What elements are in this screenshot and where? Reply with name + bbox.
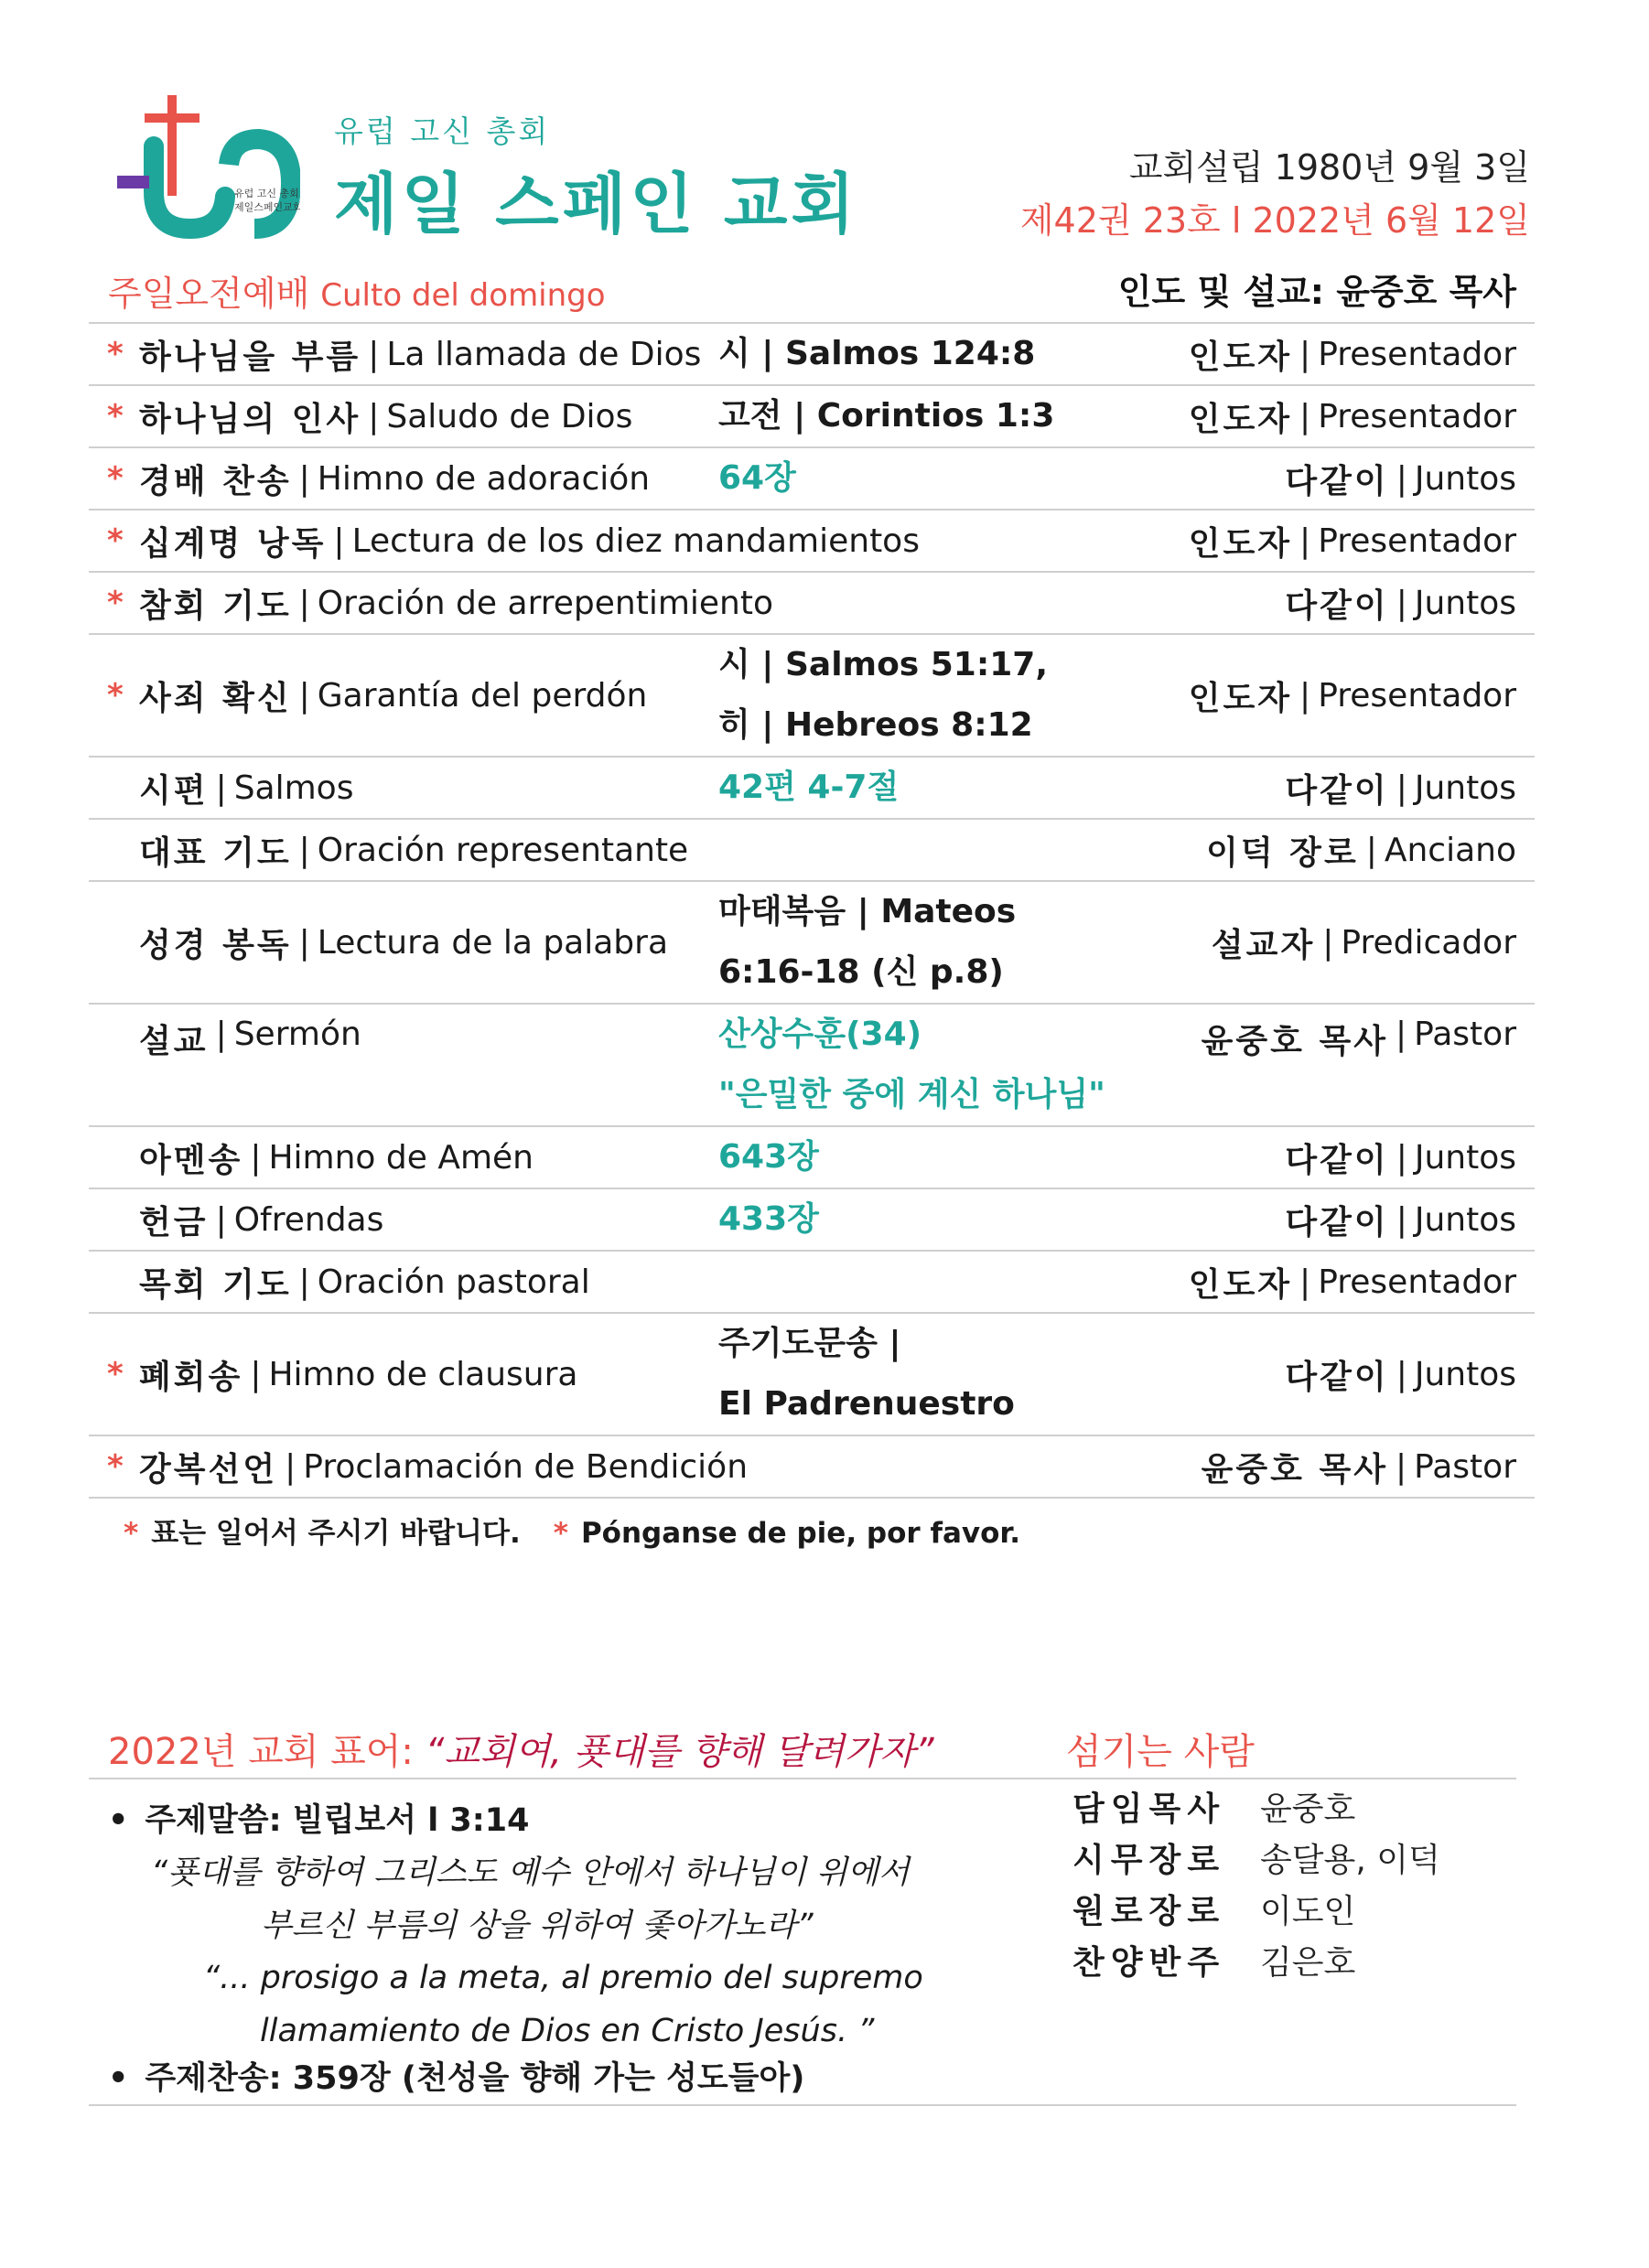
separator: | — [298, 1263, 310, 1301]
standing-note — [124, 1510, 1020, 1551]
order-item-leader — [1285, 1127, 1516, 1188]
order-item-leader — [1285, 448, 1516, 509]
motto-label: 2022년 교회 표어: — [108, 1731, 426, 1773]
order-item-leader — [1285, 758, 1516, 818]
servants-list — [1072, 1784, 1440, 1989]
logo-text-1: 유럽 고신 총회 — [234, 188, 299, 199]
order-item-leader — [1202, 1436, 1516, 1497]
order-item-reference — [718, 324, 1231, 384]
leader-ko: 다같이 — [1285, 1358, 1389, 1396]
org-name: 제일 스페인 교회 — [334, 166, 858, 242]
servant-row — [1072, 1835, 1440, 1886]
item-name-es: Himno de adoración — [317, 459, 651, 498]
servant-role: 담임목사 — [1072, 1790, 1226, 1828]
order-item-reference — [718, 1005, 1231, 1125]
leader-es: Presentador — [1318, 521, 1516, 560]
order-item-reference — [718, 1314, 1231, 1435]
separator: | — [1396, 769, 1407, 807]
servant-role: 시무장로 — [1072, 1842, 1226, 1879]
stand-marker: * — [107, 460, 124, 497]
leader-es: Juntos — [1414, 1200, 1516, 1239]
separator: | — [1396, 1138, 1407, 1177]
separator: | — [1299, 676, 1311, 715]
order-item-reference — [718, 635, 1231, 756]
leader-ko: 윤중호 목사 — [1201, 1023, 1388, 1060]
stand-marker: * — [107, 1356, 124, 1392]
order-row — [89, 1188, 1535, 1250]
theme-verse-es — [203, 1951, 923, 2058]
order-row — [89, 1125, 1535, 1188]
bullet: • — [108, 2060, 129, 2097]
servant-row — [1072, 1784, 1440, 1835]
theme-verse-ko — [151, 1846, 910, 1952]
org-subtitle: 유럽 고신 총회 — [334, 113, 551, 149]
leader-es: Pastor — [1414, 1447, 1516, 1486]
leader-ko: 윤중호 목사 — [1201, 1450, 1388, 1489]
order-item-name — [139, 1005, 780, 1062]
stand-marker — [107, 1127, 135, 1188]
item-name-es: Himno de clausura — [268, 1355, 578, 1393]
item-name-es: La llamada de Dios — [386, 335, 702, 373]
order-item-reference — [718, 573, 1231, 633]
order-row — [89, 818, 1535, 880]
item-name-ko: 목회 기도 — [139, 1265, 292, 1304]
reference-line: 고전 | Corintios 1:3 — [718, 397, 1055, 435]
servants-title: 섬기는 사람 — [1066, 1731, 1255, 1773]
separator: | — [333, 521, 345, 560]
servant-role: 원로장로 — [1072, 1893, 1226, 1930]
reference-line: 6:16-18 (신 p.8) — [718, 953, 1004, 991]
separator: | — [215, 769, 227, 807]
stand-marker — [107, 1252, 135, 1312]
item-name-ko: 하나님을 부름 — [139, 338, 361, 376]
item-name-ko: 십계명 낭독 — [139, 524, 327, 563]
leader-ko: 다같이 — [1285, 1141, 1389, 1179]
leader-ko: 인도자 — [1188, 338, 1293, 376]
order-row — [89, 1250, 1535, 1312]
leader-ko: 다같이 — [1285, 771, 1389, 810]
leader-es: Pastor — [1414, 1016, 1516, 1053]
separator: | — [215, 1016, 227, 1053]
verse-ko-line: “푯대를 향하여 그리스도 예수 안에서 하나님이 위에서 — [151, 1854, 910, 1891]
stand-marker: * — [107, 336, 124, 372]
note-es: Pónganse de pie, por favor. — [580, 1517, 1021, 1550]
order-item-reference — [718, 1189, 1231, 1250]
leader-ko: 인도자 — [1188, 524, 1293, 563]
theme-verse-label — [108, 1795, 529, 1841]
item-name-ko: 아멘송 — [139, 1141, 243, 1179]
separator: | — [215, 1200, 227, 1239]
verse-ko-line: 부르신 부름의 상을 위하여 좇아가노라” — [261, 1908, 814, 1944]
leader-es: Presentador — [1318, 335, 1516, 373]
order-item-name — [139, 511, 920, 571]
item-name-es: Salmos — [233, 769, 354, 807]
order-item-leader — [1285, 573, 1516, 633]
leader-es: Juntos — [1414, 1138, 1516, 1177]
order-item-name — [139, 882, 780, 1003]
theme-hymn — [108, 2053, 804, 2099]
leader-es: Juntos — [1414, 584, 1516, 622]
item-name-ko: 시편 — [139, 771, 209, 810]
separator: | — [1299, 521, 1311, 560]
service-title-es: Culto del domingo — [320, 277, 606, 314]
bullet: • — [108, 1802, 129, 1839]
item-name-ko: 대표 기도 — [139, 833, 292, 872]
order-item-name — [139, 386, 780, 446]
leader-es: Juntos — [1414, 459, 1516, 498]
separator: | — [1396, 584, 1407, 622]
order-item-leader — [1189, 511, 1516, 571]
issue-info: 제42권 23호 l 2022년 6월 12일 — [1019, 200, 1530, 241]
separator: | — [368, 397, 380, 435]
stand-marker — [107, 882, 135, 1003]
note-star-ko: * — [124, 1517, 139, 1550]
theme-hymn-text: 주제찬송: 359장 (천성을 향해 가는 성도들아) — [145, 2060, 805, 2097]
order-row — [89, 571, 1535, 633]
order-item-name — [139, 1252, 780, 1312]
order-row — [89, 1312, 1535, 1435]
divider — [89, 2104, 1516, 2106]
order-item-name — [139, 1314, 780, 1435]
motto-quote: “교회여, 푯대를 향해 달려가자” — [425, 1731, 934, 1773]
separator: | — [298, 584, 310, 622]
item-name-ko: 사죄 확신 — [139, 679, 292, 717]
stand-marker: * — [107, 585, 124, 621]
reference-line: El Padrenuestro — [718, 1385, 1015, 1423]
separator: | — [250, 1355, 262, 1393]
reference-line: 주기도문송 | — [718, 1325, 901, 1362]
service-leader: 인도 및 설교: 윤중호 목사 — [1117, 272, 1516, 312]
leader-es: Presentador — [1318, 397, 1516, 435]
separator: | — [298, 923, 310, 962]
order-row — [89, 756, 1535, 818]
item-name-es: Ofrendas — [233, 1200, 384, 1239]
order-item-leader — [1285, 1189, 1516, 1250]
order-item-leader — [1206, 820, 1516, 880]
separator: | — [1365, 831, 1377, 869]
item-name-es: Himno de Amén — [268, 1138, 534, 1177]
order-row — [89, 322, 1535, 384]
item-name-ko: 설교 — [139, 1023, 209, 1060]
separator: | — [1299, 1263, 1311, 1301]
leader-es: Juntos — [1414, 1355, 1516, 1393]
leader-es: Presentador — [1318, 676, 1516, 715]
item-name-ko: 성경 봉독 — [139, 926, 292, 964]
leader-es: Presentador — [1318, 1263, 1516, 1301]
theme-verse-text: 주제말씀: 빌립보서 l 3:14 — [145, 1802, 530, 1839]
reference-line: 64장 — [718, 459, 796, 497]
stand-marker: * — [107, 677, 124, 714]
item-name-es: Lectura de los diez mandamientos — [351, 521, 920, 560]
item-name-es: Saludo de Dios — [386, 397, 633, 435]
item-name-es: Proclamación de Bendición — [303, 1447, 749, 1486]
leader-ko: 인도자 — [1188, 1265, 1293, 1304]
order-item-leader — [1189, 1252, 1516, 1312]
order-item-name — [139, 1127, 780, 1188]
separator: | — [1299, 397, 1311, 435]
leader-es: Predicador — [1341, 923, 1516, 962]
note-ko: 표는 일어서 주시기 바랍니다. — [151, 1517, 521, 1550]
separator: | — [1396, 1016, 1407, 1053]
separator: | — [368, 335, 380, 373]
order-item-reference — [718, 1436, 1231, 1497]
verse-es-line: llamamiento de Dios en Cristo Jesús. ” — [260, 2013, 875, 2049]
leader-ko: 다같이 — [1285, 1203, 1389, 1241]
order-item-name — [139, 573, 780, 633]
servant-name: 윤중호 — [1260, 1790, 1356, 1828]
leader-ko: 인도자 — [1188, 679, 1293, 717]
item-name-es: Oración representante — [317, 831, 689, 869]
verse-es-line: “... prosigo a la meta, al premio del supremo — [203, 1960, 923, 1996]
reference-line: 시 | Salmos 124:8 — [718, 335, 1036, 372]
service-title-ko: 주일오전예배 — [108, 274, 310, 314]
stand-marker — [107, 820, 135, 880]
leader-ko: 설교자 — [1211, 926, 1316, 964]
reference-line: 42편 4-7절 — [718, 769, 900, 806]
item-name-ko: 하나님의 인사 — [139, 400, 361, 438]
leader-ko: 다같이 — [1285, 462, 1389, 500]
separator: | — [1299, 335, 1311, 373]
order-row — [89, 1435, 1535, 1499]
order-item-reference — [718, 820, 1231, 880]
order-item-reference — [718, 448, 1231, 509]
order-row — [89, 509, 1535, 571]
worship-order — [89, 322, 1535, 1499]
order-item-leader — [1189, 386, 1516, 446]
separator: | — [298, 676, 310, 715]
reference-line: 산상수훈(34) — [718, 1016, 922, 1053]
reference-line: 643장 — [718, 1138, 819, 1176]
separator: | — [1396, 1200, 1407, 1239]
item-name-es: Sermón — [233, 1016, 361, 1053]
reference-line: 마태복음 | Mateos — [718, 893, 1017, 930]
order-item-name — [139, 1436, 780, 1497]
item-name-es: Garantía del perdón — [317, 676, 648, 715]
logo-text-2: 제일스페인교회 — [234, 201, 300, 213]
order-item-reference — [718, 1127, 1231, 1188]
order-item-reference — [718, 758, 1231, 818]
stand-marker — [107, 1005, 135, 1125]
separator: | — [285, 1447, 296, 1486]
reference-line: "은밀한 중에 계신 하나님" — [718, 1076, 1105, 1113]
separator: | — [1396, 459, 1407, 498]
church-logo — [117, 91, 300, 247]
order-item-leader — [1189, 324, 1516, 384]
stand-marker — [107, 758, 135, 818]
order-item-name — [139, 324, 780, 384]
stand-marker — [107, 1189, 135, 1250]
leader-ko: 이덕 장로 — [1206, 833, 1359, 872]
servant-row — [1072, 1938, 1440, 1989]
order-item-reference — [718, 882, 1231, 1003]
order-item-name — [139, 448, 780, 509]
separator: | — [298, 831, 310, 869]
servant-name: 이도인 — [1260, 1893, 1356, 1930]
item-name-es: Oración pastoral — [317, 1263, 590, 1301]
order-row — [89, 880, 1535, 1003]
founded-date: 교회설립 1980년 9월 3일 — [1128, 147, 1530, 188]
leader-es: Anciano — [1384, 831, 1516, 869]
separator: | — [1396, 1447, 1407, 1486]
divider — [89, 1778, 1516, 1779]
separator: | — [1322, 923, 1334, 962]
item-name-ko: 헌금 — [139, 1203, 209, 1241]
servant-role: 찬양반주 — [1072, 1944, 1226, 1982]
item-name-ko: 참회 기도 — [139, 586, 292, 625]
order-row — [89, 1003, 1535, 1125]
order-item-reference — [718, 511, 1231, 571]
servant-name: 김은호 — [1260, 1944, 1356, 1982]
order-item-reference — [718, 1252, 1231, 1312]
leader-es: Juntos — [1414, 769, 1516, 807]
item-name-es: Oración de arrepentimiento — [317, 584, 773, 622]
church-motto — [108, 1723, 934, 1775]
order-item-name — [139, 820, 780, 880]
stand-marker: * — [107, 1448, 124, 1485]
leader-ko: 인도자 — [1188, 400, 1293, 438]
servant-row — [1072, 1886, 1440, 1938]
item-name-ko: 강복선언 — [139, 1450, 278, 1489]
order-item-name — [139, 635, 780, 756]
order-item-reference — [718, 386, 1231, 446]
order-row — [89, 633, 1535, 756]
separator: | — [250, 1138, 262, 1177]
order-item-leader — [1212, 882, 1516, 1003]
item-name-es: Lectura de la palabra — [317, 923, 669, 962]
servant-name: 송달용, 이덕 — [1260, 1842, 1440, 1879]
order-item-leader — [1202, 1005, 1516, 1062]
order-row — [89, 384, 1535, 446]
order-item-leader — [1189, 635, 1516, 756]
item-name-ko: 폐회송 — [139, 1358, 243, 1396]
separator: | — [298, 459, 310, 498]
order-item-name — [139, 758, 780, 818]
order-row — [89, 446, 1535, 509]
order-item-leader — [1285, 1314, 1516, 1435]
stand-marker: * — [107, 522, 124, 559]
separator: | — [1396, 1355, 1407, 1393]
reference-line: 433장 — [718, 1200, 819, 1238]
stand-marker: * — [107, 398, 124, 435]
leader-ko: 다같이 — [1285, 586, 1389, 625]
reference-line: 시 | Salmos 51:17, — [718, 646, 1049, 683]
item-name-ko: 경배 찬송 — [139, 462, 292, 500]
reference-line: 히 | Hebreos 8:12 — [718, 706, 1033, 744]
note-star-es: * — [553, 1517, 568, 1550]
service-title — [108, 265, 606, 316]
order-item-name — [139, 1189, 780, 1250]
